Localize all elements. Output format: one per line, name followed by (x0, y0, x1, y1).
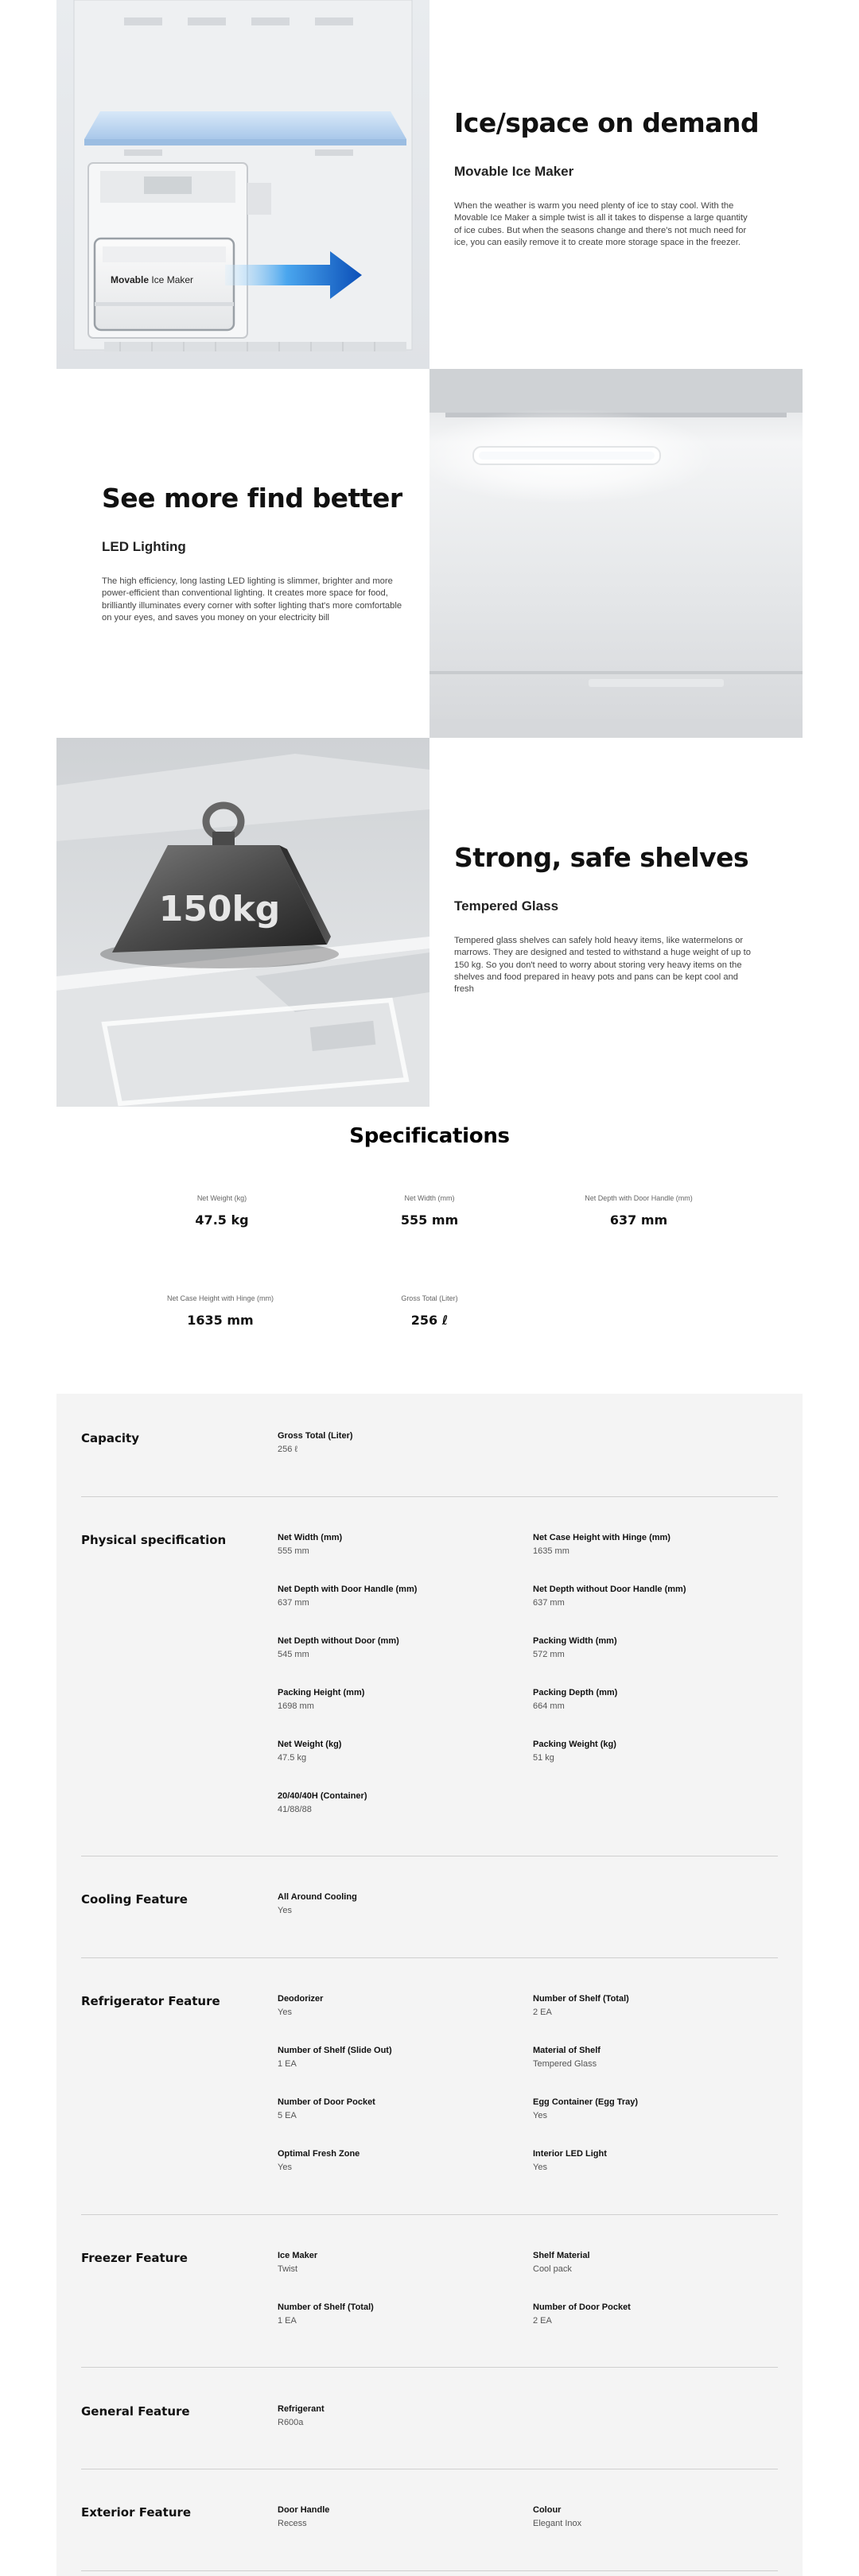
spec-cell-value: 5 EA (278, 2111, 297, 2120)
spec-cell-value: 2 EA (533, 2316, 552, 2326)
spec-cell (278, 1892, 516, 1915)
spec-cell-value: Yes (278, 1906, 292, 1915)
feature-title: Ice/space on demand (454, 107, 760, 138)
spec-cell-value: 47.5 kg (278, 1753, 307, 1763)
feature-ice-maker (56, 0, 803, 369)
ice-maker-caption-bold: Movable (111, 274, 150, 285)
spec-cell-label: Egg Container (Egg Tray) (533, 2097, 639, 2107)
spec-cell (533, 2046, 772, 2069)
weight-label: 150kg (158, 889, 281, 929)
spec-cell (278, 2046, 516, 2069)
spec-group-title: Freezer Feature (81, 2251, 188, 2265)
spec-cell-value: 637 mm (533, 1598, 565, 1608)
svg-text:Movable Ice Maker (111, 274, 193, 285)
spec-cell-value: Yes (278, 2163, 292, 2172)
spec-cell-label: Packing Height (mm) (278, 1688, 365, 1697)
tempered-glass-image (56, 738, 430, 1107)
spec-cell-value: 555 mm (278, 1546, 309, 1556)
spec-cell-value: R600a (278, 2418, 304, 2427)
spec-cell-label: Number of Shelf (Total) (278, 2302, 374, 2312)
spec-cell-label: Packing Weight (kg) (533, 1740, 616, 1749)
spec-cell-label: Door Handle (278, 2505, 330, 2515)
spec-cell-label: All Around Cooling (278, 1892, 357, 1902)
feature-subtitle: LED Lighting (102, 539, 186, 554)
spec-cell-label: Net Width (mm) (278, 1533, 343, 1542)
spec-summary-item (325, 1194, 534, 1228)
spec-cell (278, 2404, 516, 2427)
spec-cell-value: Yes (533, 2111, 547, 2120)
spec-cell-value: 545 mm (278, 1650, 309, 1659)
divider (81, 2367, 778, 2368)
spec-cell-label: Optimal Fresh Zone (278, 2149, 360, 2159)
spec-group-title: Refrigerator Feature (81, 1994, 220, 2008)
spec-summary-label: Gross Total (Liter) (401, 1294, 458, 1302)
spec-cell-label: Number of Door Pocket (278, 2097, 375, 2107)
tempered-glass-text (430, 738, 803, 1107)
spec-cell-value: Yes (533, 2163, 547, 2172)
spec-cell-value: 572 mm (533, 1650, 565, 1659)
spec-summary-value: 256 ℓ (410, 1313, 449, 1328)
spec-cell-value: Elegant Inox (533, 2519, 582, 2528)
spec-cell (278, 1688, 516, 1711)
spec-summary-label: Net Depth with Door Handle (mm) (585, 1194, 693, 1202)
spec-cell (533, 1533, 772, 1556)
feature-description: Tempered glass shelves can safely hold heavy items, like watermelons or marrows. They are designed and tested to withstand a huge weight of up to 150 kg. So you don't need to worry about storing very heavy items on the shelves and food prepared in heavy pots and pans can be kept cool and fresh (454, 936, 751, 995)
spec-cell (278, 1994, 516, 2017)
divider (81, 1957, 778, 1958)
spec-cell-value: 2 EA (533, 2008, 552, 2017)
spec-cell-value: Yes (278, 2008, 292, 2017)
spec-cell-label: Packing Width (mm) (533, 1636, 617, 1646)
spec-summary-value: 47.5 kg (195, 1212, 249, 1228)
spec-summary-label: Net Width (mm) (404, 1194, 455, 1202)
spec-cell-value: Cool pack (533, 2264, 572, 2274)
spec-summary-label: Net Weight (kg) (196, 1194, 247, 1202)
led-lighting-illustration (430, 369, 803, 738)
feature-title: Strong, safe shelves (454, 842, 749, 873)
spec-cell-value: Recess (278, 2519, 307, 2528)
divider (81, 2214, 778, 2215)
spec-group-title: Capacity (81, 1431, 139, 1445)
spec-cell (278, 1585, 516, 1608)
spec-cell (533, 2251, 772, 2274)
spec-cell (278, 2505, 516, 2528)
spec-summary-value: 637 mm (609, 1212, 668, 1228)
spec-cell (278, 1431, 516, 1454)
spec-cell-label: Net Depth without Door Handle (mm) (533, 1585, 686, 1594)
spec-cell-value: 1635 mm (533, 1546, 569, 1556)
spec-cell-label: Net Depth without Door (mm) (278, 1636, 399, 1646)
spec-cell-value: 1698 mm (278, 1701, 314, 1711)
spec-summary-value: 1635 mm (187, 1313, 254, 1328)
spec-group-title: General Feature (81, 2404, 190, 2419)
spec-cell (533, 2149, 772, 2172)
feature-tempered-glass (56, 738, 803, 1107)
spec-cell-value: 41/88/88 (278, 1805, 312, 1814)
spec-cell (533, 2505, 772, 2528)
spec-cell-label: Number of Shelf (Slide Out) (278, 2046, 392, 2055)
spec-summary-label: Net Case Height with Hinge (mm) (166, 1294, 274, 1302)
spec-cell (533, 1994, 772, 2017)
spec-group-title: Exterior Feature (81, 2505, 192, 2520)
spec-cell (533, 1636, 772, 1659)
spec-cell-label: Colour (533, 2505, 562, 2515)
spec-cell (533, 2097, 772, 2120)
spec-cell-value: Tempered Glass (533, 2059, 597, 2069)
spec-cell-value: 256 ℓ (278, 1445, 297, 1454)
spec-cell (533, 1585, 772, 1608)
feature-title: See more find better (102, 483, 402, 514)
spec-cell (533, 1688, 772, 1711)
spec-cell (278, 1533, 516, 1556)
tempered-glass-illustration (56, 738, 430, 1107)
spec-cell-label: Refrigerant (278, 2404, 325, 2414)
spec-summary-value: 555 mm (400, 1212, 459, 1228)
spec-table (56, 1394, 803, 2576)
spec-cell-label: 20/40/40H (Container) (278, 1791, 367, 1801)
spec-cell-label: Net Depth with Door Handle (mm) (278, 1585, 418, 1594)
divider (81, 1496, 778, 1497)
ice-maker-caption-rest: Ice Maker (149, 274, 194, 285)
spec-cell-value: 664 mm (533, 1701, 565, 1711)
spec-group-title: Physical specification (81, 1533, 227, 1547)
spec-group-title: Cooling Feature (81, 1892, 188, 1907)
ice-maker-illustration (56, 0, 430, 369)
specifications-title: Specifications (349, 1124, 510, 1148)
spec-cell (278, 2251, 516, 2274)
spec-cell (533, 2302, 772, 2326)
feature-subtitle: Tempered Glass (454, 898, 559, 914)
ice-maker-image (56, 0, 430, 369)
spec-summary-item (325, 1294, 534, 1328)
spec-cell (278, 2149, 516, 2172)
spec-summary-item (118, 1194, 326, 1228)
feature-description: When the weather is warm you need plenty of ice to stay cool. With the Movable Ice Maker a simple twist is all it takes to dispense a large quantity of ice cubes. But when the seasons change and there's not much need for ice, you can easily remove it to create more storage space in the freezer. (454, 201, 748, 247)
led-lighting-text (77, 369, 450, 738)
spec-cell (278, 1740, 516, 1763)
spec-summary-item (116, 1294, 325, 1328)
divider (81, 2570, 778, 2571)
spec-cell-value: 1 EA (278, 2059, 297, 2069)
spec-cell-value: 637 mm (278, 1598, 309, 1608)
spec-cell (278, 1791, 516, 1814)
spec-cell-label: Ice Maker (278, 2251, 318, 2260)
spec-cell-value: Twist (278, 2264, 298, 2274)
spec-cell-label: Gross Total (Liter) (278, 1431, 353, 1441)
ice-maker-text (430, 0, 803, 369)
spec-cell (278, 1636, 516, 1659)
feature-description: The high efficiency, long lasting LED lighting is slimmer, brighter and more power-efficient than conventional lighting. It creates more space for food, brilliantly illuminates every corner with softer lighting that's more comfortable on your eyes, and saves you money on your electricity bill (102, 576, 402, 623)
spec-cell-label: Packing Depth (mm) (533, 1688, 618, 1697)
spec-summary-item (534, 1194, 743, 1228)
spec-cell-value: 1 EA (278, 2316, 297, 2326)
feature-led-lighting (56, 369, 803, 738)
led-lighting-image (430, 369, 803, 738)
spec-cell-label: Number of Shelf (Total) (533, 1994, 629, 2004)
spec-cell (278, 2097, 516, 2120)
spec-cell-label: Number of Door Pocket (533, 2302, 631, 2312)
spec-cell (278, 2302, 516, 2326)
spec-cell-label: Material of Shelf (533, 2046, 601, 2055)
spec-cell-label: Shelf Material (533, 2251, 590, 2260)
feature-subtitle: Movable Ice Maker (454, 164, 574, 179)
spec-cell-label: Interior LED Light (533, 2149, 607, 2159)
spec-cell (533, 1740, 772, 1763)
spec-cell-label: Net Weight (kg) (278, 1740, 342, 1749)
spec-cell-value: 51 kg (533, 1753, 554, 1763)
spec-cell-label: Net Case Height with Hinge (mm) (533, 1533, 670, 1542)
spec-cell-label: Deodorizer (278, 1994, 324, 2004)
